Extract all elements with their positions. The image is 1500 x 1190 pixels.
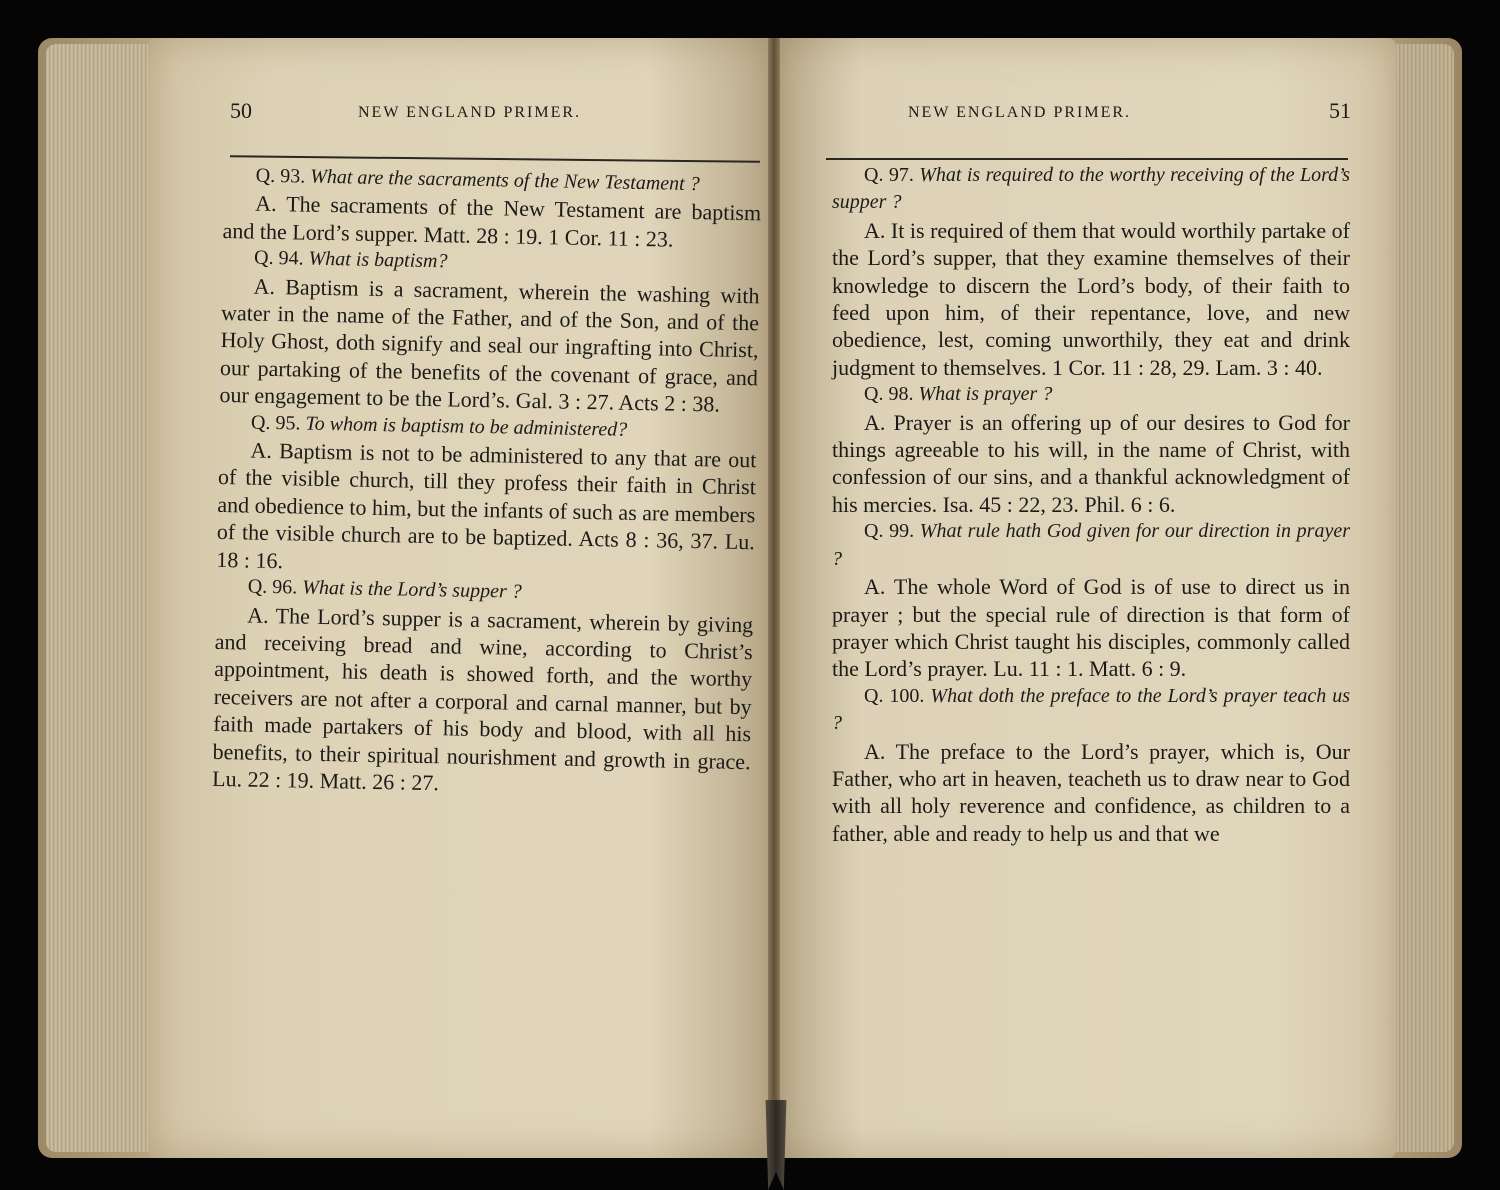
question: Q. 94. What is baptism? — [253, 246, 448, 273]
question: Q. 100. What doth the preface to the Lord’s prayer teach us ? — [832, 684, 1351, 735]
left-page — [148, 38, 774, 1158]
right-page — [774, 38, 1396, 1158]
right-page-header — [826, 98, 1351, 134]
answer: A. Prayer is an offering up of our desires to God for things agreeable to his will, in the name of Christ, with confession of our sins, and a thankful acknowledgment of his mercies. Isa. 45 : 22, 23. Phil. 6 : 6. — [832, 409, 1350, 517]
left-page-text — [212, 162, 762, 803]
left-page-header — [230, 98, 755, 134]
answer: A. Baptism is a sacrament, wherein the washing with water in the name of the Father, and of the Son, and of the Holy Ghost, doth signify and seal our ingrafting into Christ, our partaking of the benefits of the covenant of grace, and our engagement to be the Lord’s. Gal. 3 : 27. Acts 2 : 38. — [219, 273, 760, 417]
question: Q. 93. What are the sacraments of the New Testament ? — [255, 164, 700, 196]
open-book — [38, 38, 1462, 1158]
answer: A. Baptism is not to be administered to any that are out of the visible church, till they profess their faith in Christ and obedience to him, but the infants of such as are members of the visible church are to be baptized. Acts 8 : 36, 37. Lu. 18 : 16. — [216, 437, 757, 573]
header-rule — [826, 158, 1348, 160]
answer: A. The preface to the Lord’s prayer, which is, Our Father, who art in heaven, teacheth us to draw near to God with all holy reverence and confidence, as children to a father, able and ready to help us and that we — [832, 738, 1350, 846]
book-gutter — [768, 38, 780, 1158]
question: Q. 95. To whom is baptism to be administered? — [250, 411, 628, 441]
header-rule — [230, 155, 760, 163]
question: Q. 98. What is prayer ? — [864, 383, 1053, 406]
running-head: NEW ENGLAND PRIMER. — [908, 104, 1132, 121]
bookmark-ribbon — [763, 1100, 789, 1190]
question: Q. 99. What rule hath God given for our direction in prayer ? — [832, 520, 1351, 570]
answer: A. It is required of them that would worthily partake of the Lord’s supper, that they examine themselves of their knowledge to discern the Lord’s body, of their faith to feed upon him, of their repentance, love, and new obedience, lest, coming unworthily, they eat and drink judgment to themselves. 1 Cor. 11 : 28, 29. Lam. 3 : 40. — [832, 217, 1350, 380]
right-page-text — [832, 162, 1350, 847]
question: Q. 96. What is the Lord’s supper ? — [247, 575, 522, 603]
page-number: 51 — [1329, 98, 1351, 123]
answer: A. The Lord’s supper is a sacrament, wherein by giving and receiving bread and wine, according to Christ’s appointment, his death is showed forth, and the worthy receivers are not after a corporal and carnal manner, but by faith made partakers of his body and blood, with all his benefits, to their spiritual nourishment and growth in grace. Lu. 22 : 19. Matt. 26 : 27. — [211, 602, 754, 796]
running-head: NEW ENGLAND PRIMER. — [358, 104, 582, 121]
answer: A. The sacraments of the New Testament are baptism and the Lord’s supper. Matt. 28 : 19. 1 Cor. 11 : 23. — [222, 191, 762, 252]
question: Q. 97. What is required to the worthy receiving of the Lord’s supper ? — [832, 164, 1350, 214]
answer: A. The whole Word of God is of use to direct us in prayer ; but the special rule of direction is that form of prayer which Christ taught his disciples, commonly called the Lord’s prayer. Lu. 11 : 1. Matt. 6 : 9. — [832, 574, 1350, 682]
page-number: 50 — [230, 98, 252, 123]
